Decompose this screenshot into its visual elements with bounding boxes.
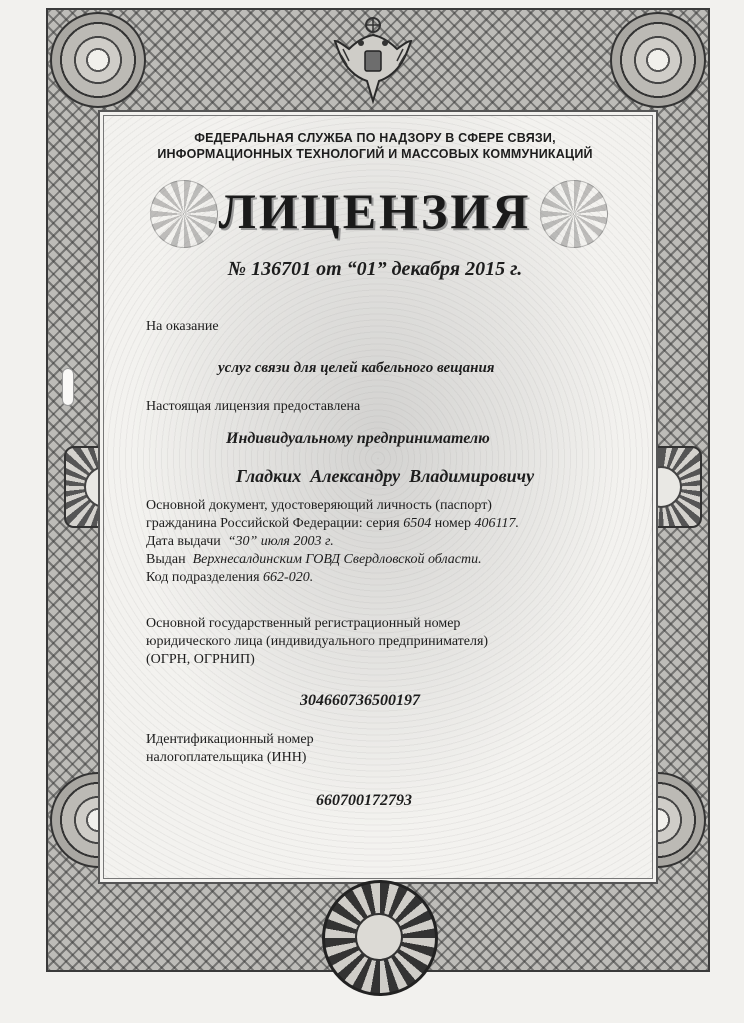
passport-citizen-label: гражданина Российской Федерации: серия bbox=[146, 516, 404, 531]
corner-rosette-top-right bbox=[610, 12, 706, 108]
document-title: ЛИЦЕНЗИЯ bbox=[218, 183, 532, 239]
issued-by: Верхнесалдинским ГОВД Свердловской области. bbox=[192, 552, 482, 567]
inn-label-2: налогоплательщика (ИНН) bbox=[146, 750, 307, 765]
issuing-agency bbox=[110, 130, 640, 162]
service-value: услуг связи для целей кабельного вещания bbox=[218, 360, 495, 376]
passport-issue-line bbox=[146, 533, 334, 550]
agency-line-1: ФЕДЕРАЛЬНАЯ СЛУЖБА ПО НАДЗОРУ В СФЕРЕ СВЯЗИ, bbox=[194, 131, 556, 145]
inn-label-1: Идентификационный номер bbox=[146, 732, 314, 747]
ogrn-label-2: юридического лица (индивидуального предпринимателя) bbox=[146, 634, 489, 649]
passport-number-label: номер bbox=[431, 516, 475, 531]
double-headed-eagle-emblem bbox=[326, 14, 420, 108]
department-code: 662-020. bbox=[263, 570, 314, 585]
passport-line-2 bbox=[146, 515, 519, 532]
granted-label: Настоящая лицензия предоставлена bbox=[146, 399, 361, 414]
holder-name: Гладких Александру Владимировичу bbox=[236, 466, 535, 486]
passport-code-line bbox=[146, 569, 313, 586]
inn-value: 660700172793 bbox=[316, 792, 412, 809]
department-code-label: Код подразделения bbox=[146, 570, 264, 585]
issue-date: “30” июля 2003 г. bbox=[227, 534, 334, 549]
ogrn-label-1: Основной государственный регистрационный номер bbox=[146, 616, 461, 631]
issue-date-label: Дата выдачи bbox=[146, 534, 228, 549]
agency-line-2: ИНФОРМАЦИОННЫХ ТЕХНОЛОГИЙ И МАССОВЫХ КОММУНИКАЦИЙ bbox=[157, 147, 593, 161]
ogrn-value: 304660736500197 bbox=[300, 692, 420, 709]
service-label: На оказание bbox=[146, 319, 219, 334]
passport-line-1: Основной документ, удостоверяющий личность (паспорт) bbox=[146, 498, 492, 513]
corner-rosette-top-left bbox=[50, 12, 146, 108]
bottom-rosette bbox=[322, 880, 438, 996]
license-number: № 136701 от “01” декабря 2015 г. bbox=[227, 258, 523, 280]
issued-by-label: Выдан bbox=[146, 552, 193, 567]
ogrn-label-3: (ОГРН, ОГРНИП) bbox=[146, 652, 255, 667]
passport-number: 406117. bbox=[474, 516, 519, 531]
punch-hole-mark bbox=[62, 368, 74, 406]
holder-type: Индивидуальному предпринимателю bbox=[226, 430, 490, 447]
passport-series: 6504 bbox=[403, 516, 432, 531]
passport-issuer-line bbox=[146, 551, 482, 568]
